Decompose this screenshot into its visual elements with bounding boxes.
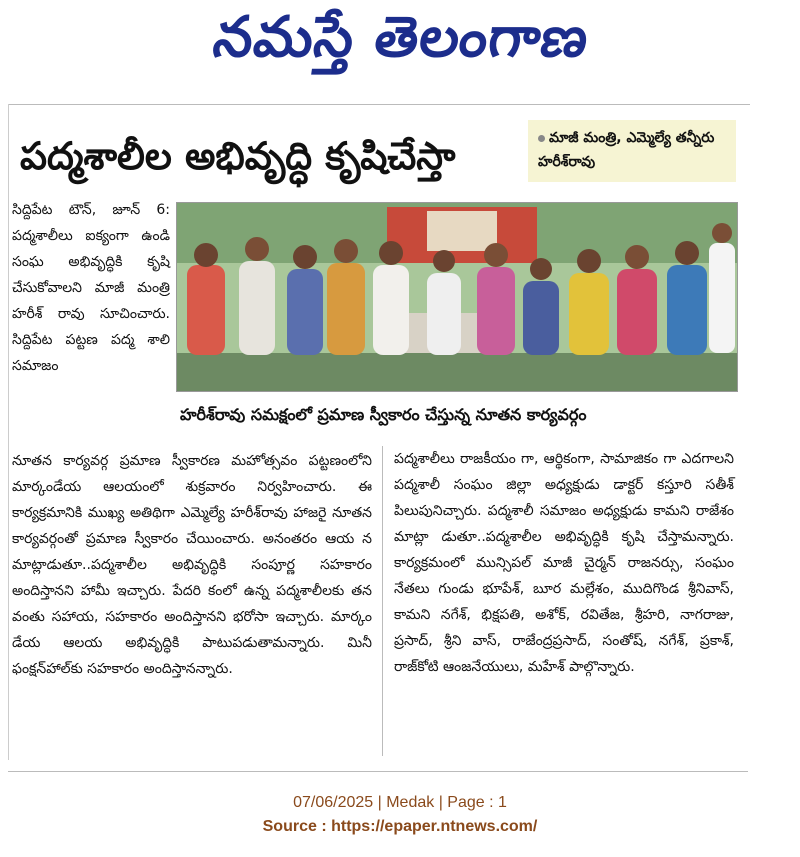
article-headline: పద్మశాలీల అభివృద్ధి కృషిచేస్తా — [20, 134, 456, 178]
footer-source-link[interactable]: https://epaper.ntnews.com/ — [331, 818, 538, 835]
article-kicker — [528, 120, 736, 182]
top-rule — [8, 104, 750, 105]
article-lead: సిద్దిపేట టౌన్, జూన్ 6: పద్మశాలీలు ఐక్యంగా ఉండి సంఘ అభివృద్ధికి కృషి చేసుకోవాలని మాజీ మంత్రి హరీశ్ రావు సూచించారు. సిద్దిపేట పట్టణ పద్మ శాలి సమాజం — [12, 202, 170, 374]
footer-source-label: Source : — [262, 818, 332, 835]
article-photo — [176, 202, 738, 392]
photo-caption: హరీశ్‌రావు సమక్షంలో ప్రమాణ స్వీకారం చేస్తున్న నూతన కార్యవర్గం — [180, 405, 587, 424]
article-body-right: పద్మశాలీలు రాజకీయం గా, ఆర్థికంగా, సామాజికం గా ఎదగాలని పద్మశాలీ సంఘం జిల్లా అధ్యక్షుడు డాక్టర్ కస్తూరి సతీశ్ పిలుపునిచ్చారు. పద్మశాలీ సమాజం అధ్యక్షుడు కామని రాజేశం మాట్లా డుతూ..పద్మశాలీల అభివృద్ధికి కృషి చేస్తామన్నారు. కార్యక్రమంలో మున్సిపల్ మాజీ చైర్మన్ రాజనర్సు, సంఘం నేతలు గుండు భూపేశ్, బూర మల్లేశం, ముదిగొండ శ్రీనివాస్, కామని నగేశ్, భిక్షపతి, అశోక్, రవితేజ, శ్రీహరి, నాగరాజు, ప్రసాద్, శ్రీని వాస్, రాజేంద్రప్రసాద్, సంతోష్, నగేశ్, ప్రకాశ్, రాజ్‌కోటి ఆంజనేయులు, మహేశ్ పాల్గొన్నారు. — [394, 451, 734, 675]
masthead — [0, 0, 800, 88]
footer-source — [0, 818, 800, 836]
bullet-icon — [538, 135, 545, 142]
column-divider — [382, 446, 383, 756]
kicker-text: మాజీ మంత్రి, ఎమ్మెల్యే తన్నీరు హరీశ్‌రావు — [538, 130, 715, 170]
footer-date-line: 07/06/2025 | Medak | Page : 1 — [293, 794, 507, 811]
left-rule — [8, 104, 9, 760]
masthead-title: నమస్తే తెలంగాణ — [208, 4, 594, 70]
bottom-rule — [8, 771, 748, 772]
photo-illustration — [177, 203, 737, 391]
article-body-left: నూతన కార్యవర్గ ప్రమాణ స్వీకారణ మహోత్సవం పట్టణంలోని మార్కండేయ ఆలయంలో శుక్రవారం నిర్వహించారు. ఈ కార్యక్రమానికి ముఖ్య అతిథిగా ఎమ్మెల్యే హరీశ్‌రావు హాజరై నూతన కార్యవర్గంతో ప్రమాణ స్వీకారం చేయించారు. అనంతరం ఆయ న మాట్లాడుతూ..పద్మశాలీల అభివృద్ధికి సంపూర్ణ సహకారం అందిస్తానని హామీ ఇచ్చారు. పేదరి కంలో ఉన్న పద్మశాలీలకు తన వంతు సహాయ, సహకారం అందిస్తానని భరోసా ఇచ్చారు. మార్కం డేయ ఆలయ అభివృద్ధికి పాటుపడుతామన్నారు. మినీ ఫంక్షన్‌హాల్‌కు సహకారం అందిస్తానన్నారు. — [12, 453, 372, 677]
